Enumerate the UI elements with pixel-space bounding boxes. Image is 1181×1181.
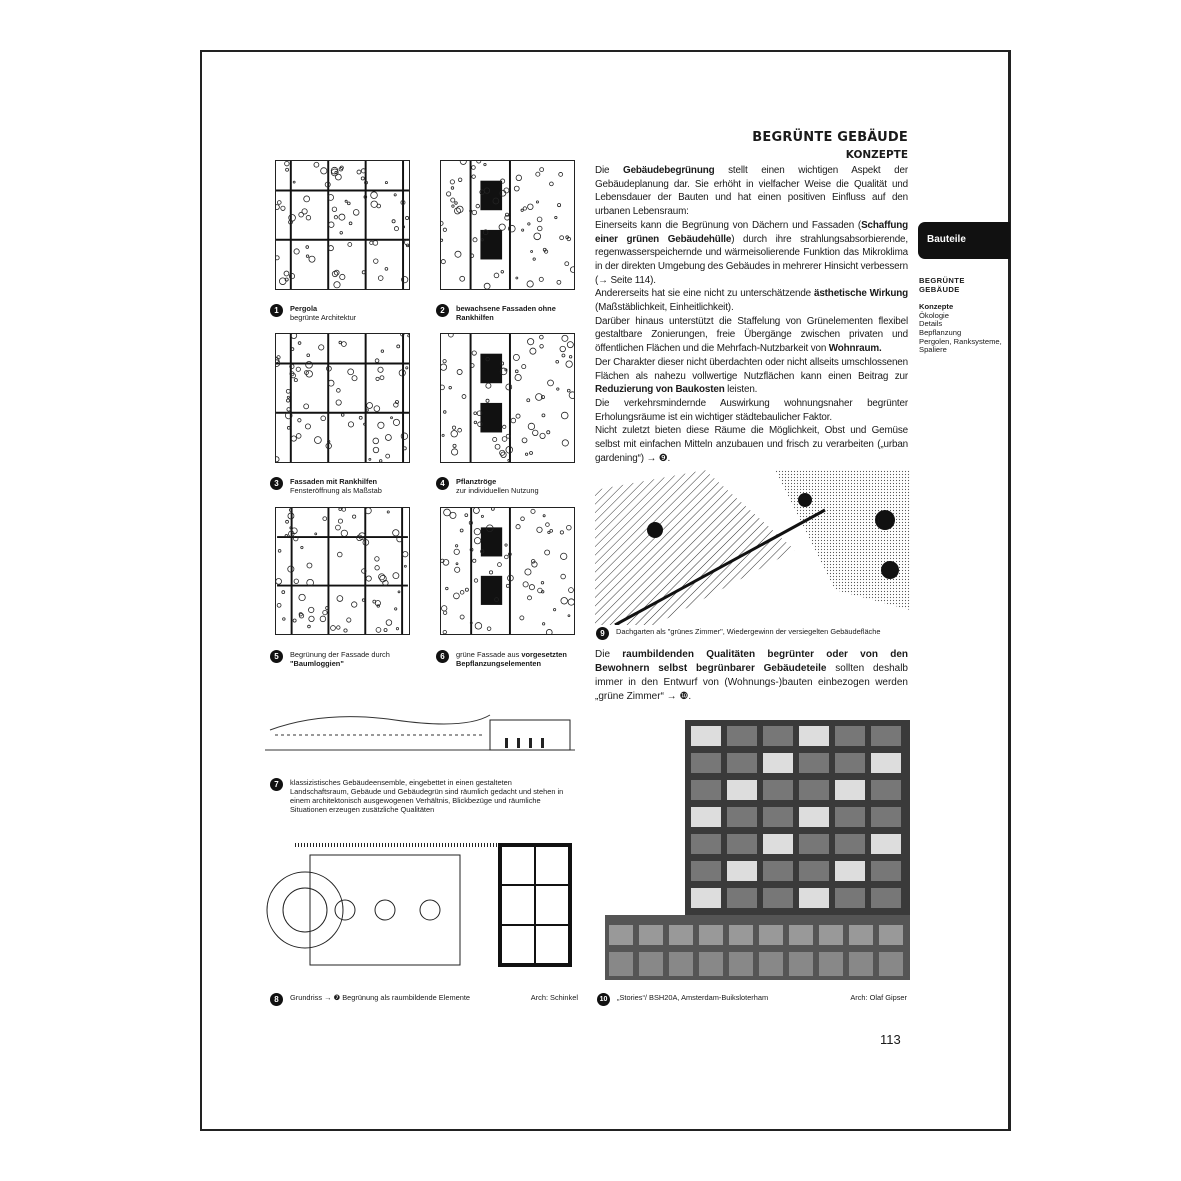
figure-number-10: 10 xyxy=(597,993,610,1006)
sketch-drawing xyxy=(441,334,574,462)
bold-text: raumbildenden Qualitäten begrünter oder von den Bewohnern selbst begrünbarer Gebäudeteile xyxy=(595,649,908,674)
figure-number-2: 2 xyxy=(436,304,449,317)
sidebar-item-details[interactable]: Details xyxy=(919,319,943,329)
figure-pergola xyxy=(275,160,410,290)
figure-number-1: 1 xyxy=(270,304,283,317)
figure-planting-elements xyxy=(440,507,575,635)
bold-text: ästhetische Wirkung xyxy=(813,288,909,300)
text-run: Die verkehrsmindernde Auswirkung wohnungsnaher begrünter Erholungsräume ist ein wichtiger städtebaulicher Faktor. xyxy=(595,397,908,423)
page-number: 113 xyxy=(880,1032,901,1047)
body-text xyxy=(595,164,908,465)
caption-9 xyxy=(596,627,910,640)
figure-elevation xyxy=(265,690,575,756)
figure-number-3: 3 xyxy=(270,477,283,490)
caption-5 xyxy=(270,650,420,668)
paragraph xyxy=(595,219,908,288)
text-run: Die xyxy=(595,649,623,660)
caption-2 xyxy=(436,304,576,322)
figure-number-8: 8 xyxy=(270,993,283,1006)
caption-3 xyxy=(270,477,420,495)
caption-1 xyxy=(270,304,420,322)
sketch-drawing xyxy=(441,508,574,634)
text-run: (Maßstäblichkeit, Einheitlichkeit). xyxy=(595,302,734,314)
text-run: Der Charakter dieser nicht überdachten oder nicht allseits umschlossenen Flächen als nahezu vollwertige Nutzflächen kann einen Beitrag zur xyxy=(595,356,908,382)
caption-7 xyxy=(270,778,570,814)
figure-building-photo xyxy=(605,720,910,980)
caption-8-credit: Arch: Schinkel xyxy=(530,993,578,1002)
caption-8 xyxy=(270,993,578,1006)
text-run: sollten deshalb immer in den Entwurf von (Wohnungs-)bauten einbezogen werden „grüne Zimmer“ → ❿. xyxy=(595,663,908,702)
sketch-drawing xyxy=(276,161,409,289)
sidebar-nav xyxy=(919,277,1007,355)
figure-facade-trellis xyxy=(275,333,410,463)
sidebar-item-oekologie[interactable]: Ökologie xyxy=(919,310,949,320)
sidebar-item-bepflanzung[interactable]: Bepflanzung xyxy=(919,327,962,337)
caption-3-title: Fassaden mit Rankhilfen xyxy=(290,477,378,486)
text-run: Nicht zuletzt bieten diese Räume die Möglichkeit, Obst und Gemüse selbst mit einfachen Mitteln anzubauen und frisch zu verarbeiten („urban gardening“) → ❾. xyxy=(595,425,908,464)
figure-number-4: 4 xyxy=(436,477,449,490)
bold-text: Schaffung einer grünen Gebäudehülle xyxy=(595,219,908,245)
caption-10 xyxy=(597,993,907,1006)
caption-3-text: Fensteröffnung als Maßstab xyxy=(290,486,382,495)
caption-2-title: bewachsene Fassaden ohne Rankhilfen xyxy=(456,304,556,322)
caption-4-text: zur individuellen Nutzung xyxy=(456,486,539,495)
caption-7-text: klassizistisches Gebäudeensemble, eingebettet in einen gestalteten Landschaftsraum, Gebäude und Gebäudegrün sind räumlich gedacht und stehen in einem architektonisch ausgewogenen Verhältnis, Blickbezüge und räumliche Situationen erzeugen zusätzliche Qualitäten xyxy=(290,778,564,814)
sketch-drawing xyxy=(276,334,409,462)
figure-floor-plan xyxy=(265,835,580,985)
figure-number-7: 7 xyxy=(270,778,283,791)
bold-text: Wohnraum. xyxy=(828,343,882,355)
paragraph xyxy=(595,356,908,397)
figure-tree-loggias xyxy=(275,507,410,635)
figure-roof-garden xyxy=(595,470,910,625)
text-run: Die xyxy=(595,165,624,176)
paragraph xyxy=(595,287,908,314)
figure-number-6: 6 xyxy=(436,650,449,663)
sidebar-section: BEGRÜNTE GEBÄUDE xyxy=(919,276,965,294)
sidebar-item-pergolen[interactable]: Pergolen, Ranksysteme, Spaliere xyxy=(919,336,1002,355)
caption-6-title: vorgesetzten Bepflanzungselementen xyxy=(456,650,567,668)
paragraph xyxy=(595,424,908,465)
paragraph xyxy=(595,164,908,219)
text-run: ) durch ihre strahlungsabsorbierende, regenwasserspeichernde und wärmeisolierende Funktion das Mikroklima in der direkten Umgebung des Gebäudes in mehrerer Hinsicht verbessern (→ Seite 114). xyxy=(595,233,908,286)
page-title: BEGRÜNTE GEBÄUDE xyxy=(752,130,908,145)
caption-1-title: Pergola xyxy=(290,304,318,313)
caption-5-title: "Baumloggien" xyxy=(290,659,344,668)
caption-4-title: Pflanztröge xyxy=(456,477,497,486)
chapter-tab-bauteile[interactable]: Bauteile xyxy=(918,222,1010,259)
sketch-drawing xyxy=(441,161,574,289)
sidebar-item-konzepte[interactable]: Konzepte xyxy=(919,302,954,312)
paragraph xyxy=(595,397,908,424)
figure-planters xyxy=(440,333,575,463)
text-run: Einerseits kann die Begrünung von Dächern und Fassaden ( xyxy=(595,219,862,231)
caption-8-text: Grundriss → ❼ Begrünung als raumbildende Elemente xyxy=(290,993,470,1002)
figure-facade-no-trellis xyxy=(440,160,575,290)
sketch-drawing xyxy=(276,508,409,634)
caption-4 xyxy=(436,477,576,495)
caption-9-text: Dachgarten als "grünes Zimmer", Wiedergewinn der versiegelten Gebäudefläche xyxy=(616,627,881,636)
text-run: Darüber hinaus unterstützt die Staffelung von Grünelementen flexibel gestaltbare Zonierungen, freie Übergänge zwischen privaten und öffentlichen Flächen und die Mehrfach-Nutzbarkeit von xyxy=(595,315,908,355)
figure-number-9: 9 xyxy=(596,627,609,640)
paragraph xyxy=(595,315,908,356)
caption-6-text: grüne Fassade aus xyxy=(456,650,520,659)
text-run: Andererseits hat sie eine nicht zu unterschätzende xyxy=(595,288,814,300)
caption-5-text: Begrünung der Fassade durch xyxy=(290,650,390,659)
caption-6 xyxy=(436,650,576,668)
page-subtitle: KONZEPTE xyxy=(845,149,908,161)
bold-text: Gebäudebegrünung xyxy=(623,165,715,176)
caption-1-text: begrünte Architektur xyxy=(290,313,357,322)
caption-10-credit: Arch: Olaf Gipser xyxy=(850,993,907,1002)
text-run: leisten. xyxy=(724,384,758,396)
bold-text: Reduzierung von Baukosten xyxy=(595,384,725,396)
lead-paragraph xyxy=(595,648,908,704)
caption-10-text: „Stories“/ BSH20A, Amsterdam-Buiksloterham xyxy=(617,993,769,1002)
figure-number-5: 5 xyxy=(270,650,283,663)
text-run: stellt einen wichtigen Aspekt der Gebäudeplanung dar. Sie erhöht in vielfacher Weise die Qualität und Lebensdauer der Bauten und hat einen positiven Einfluss auf den urbanen Lebensraum: xyxy=(595,165,909,218)
